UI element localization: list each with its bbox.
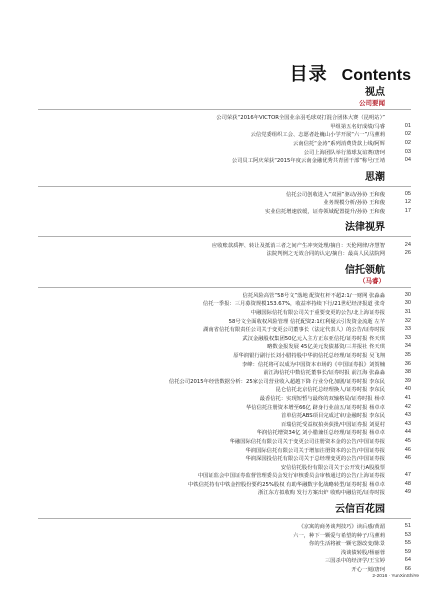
toc-entry[interactable]: [38, 385, 411, 394]
entry-page-number: 36: [404, 360, 411, 367]
section-divider: [38, 109, 411, 110]
entry-title: 略数金报发展 45亿美元发债募资/三井报社 佟天琪: [267, 344, 385, 351]
entry-title: 云信党委组织工会、志愿者赴巍山小学开展“六一”/马薰莉: [250, 132, 385, 139]
toc-entry[interactable]: [38, 113, 411, 122]
section-heading: [38, 503, 411, 516]
entry-title: 你的生活将被一颗宅器改变/陈景: [309, 541, 385, 548]
entry-page-number: 03: [404, 148, 411, 155]
toc-entry[interactable]: [38, 437, 411, 446]
toc-entry[interactable]: [38, 565, 411, 574]
entry-page-number: 44: [404, 429, 411, 436]
table-of-contents: [38, 86, 411, 579]
entry-title: 中融国际信托有限公司关于重要变更的公告/北上海证券报: [250, 310, 385, 317]
section-subtitle: （马睿）: [359, 276, 385, 285]
entry-page-number: 40: [404, 386, 411, 393]
entry-title: 58号文全面收权风险管理 信托配资2:1红利疑云引发资金流逝 左芊: [228, 318, 385, 325]
toc-entry[interactable]: [38, 428, 411, 437]
entry-title: 公司荣获“2016年VICTOR全国业余羽毛球双打混合团体大赛（昆明站）”: [216, 115, 385, 122]
section-heading: [38, 171, 411, 184]
entry-title: 原华润银行副行长刘小腊持股中华润信托总经理/证券时报 吴飞翔: [233, 352, 385, 359]
toc-entry[interactable]: [38, 462, 411, 471]
toc-section: [38, 221, 411, 257]
toc-section: [38, 86, 411, 165]
entry-title: 最香信托：实现短暂与最终的双输格局/证券时报 杨卓: [259, 395, 385, 402]
entry-title: 信托一季报：三月募资规模153.67%，收益率持续下行/21世纪经济报道 张奇: [202, 301, 385, 308]
entry-title: 华润深国投信托有限公司关于总经理变更的公告/中国证券报: [245, 456, 385, 463]
entry-page-number: 51: [404, 523, 411, 530]
entry-page-number: 02: [404, 140, 411, 147]
entry-page-number: 12: [404, 199, 411, 206]
entry-page-number: 59: [404, 548, 411, 555]
entry-page-number: 64: [404, 557, 411, 564]
entry-page-number: 02: [404, 131, 411, 138]
toc-entry[interactable]: [38, 139, 411, 148]
toc-entry[interactable]: [38, 240, 411, 249]
page-header: [290, 60, 411, 86]
entry-page-number: 48: [404, 480, 411, 487]
toc-entry[interactable]: [38, 291, 411, 300]
toc-entry[interactable]: [38, 299, 411, 308]
entry-page-number: 45: [404, 437, 411, 444]
entry-title: 华信信托注册资本增至66亿 跻身行业前五/证券时报 杨卓卓: [245, 404, 385, 411]
toc-entry[interactable]: [38, 308, 411, 317]
toc-entry[interactable]: [38, 325, 411, 334]
entry-title: 安信信托股份有限公司关于公开发行A股股票: [280, 464, 385, 471]
entry-page-number: 55: [404, 540, 411, 547]
entry-page-number: 01: [404, 122, 411, 129]
entry-title: 实业信托增速放缓，证券领域配置提升/孙协 王和俊: [264, 209, 385, 216]
entry-page-number: 46: [404, 446, 411, 453]
entry-page-number: 34: [404, 343, 411, 350]
page-title-en: Contents: [341, 67, 411, 84]
entry-title: 昆仑信托北京信托总经理换人/证券时报 李东民: [275, 387, 385, 394]
toc-entry[interactable]: [38, 471, 411, 480]
entry-title: 百瑞信托受益权拍卖获批/中国证券报 刘夏村: [280, 421, 385, 428]
entry-title: 李峰：信托将可以成为中国资本市场的《中国证券报》刘贺楠: [241, 361, 385, 368]
entry-page-number: 04: [404, 157, 411, 164]
entry-title: 湖南省信托有限责任公司关于变更公司董事长（法定代表人）的公告/证券时报: [203, 327, 385, 334]
toc-entry[interactable]: [38, 249, 411, 258]
toc-entry[interactable]: [38, 334, 411, 343]
entry-page-number: 49: [404, 489, 411, 496]
issue-footer: 2-2016 · YunXinShiYe: [372, 574, 419, 579]
toc-section: [38, 171, 411, 216]
toc-entry[interactable]: [38, 539, 411, 548]
toc-entry[interactable]: [38, 530, 411, 539]
section-subtitle: 公司要闻: [359, 99, 385, 107]
toc-entry[interactable]: [38, 130, 411, 139]
toc-entry[interactable]: [38, 351, 411, 360]
entry-title: 浙江东方拟收购 发行方案出炉 收购中融信托/证券时报: [258, 490, 385, 497]
toc-section: [38, 264, 411, 497]
entry-title: 信托公司2015年经营数据分析：25家公司营业收入超越下降 行业分化加剧/证券时报 李东民: [168, 378, 385, 385]
entry-page-number: 35: [404, 351, 411, 358]
section-title: 思潮: [365, 171, 385, 183]
entry-page-number: 46: [404, 455, 411, 462]
entry-title: 首单信托ABS项目完成过审/金融时报 李东民: [280, 413, 385, 420]
entry-title: 华融国际信托有限公司关于变更公司注册资本金的公告/中国证券报: [229, 438, 385, 445]
entry-title: 信托风险高管“58号文”落地 配资杠杆不超2:1/一财网 张淼淼: [242, 292, 385, 299]
entry-page-number: 43: [404, 412, 411, 419]
entry-page-number: 42: [404, 403, 411, 410]
toc-entry[interactable]: [38, 147, 411, 156]
section-divider: [38, 287, 411, 288]
entry-title: 云南信托“金涛”系列消费贷款上线/阿辉: [292, 141, 385, 148]
entry-title: 业务规模分析/孙协 王和俊: [323, 200, 385, 207]
entry-page-number: 05: [404, 190, 411, 197]
toc-entry[interactable]: [38, 556, 411, 565]
entry-page-number: 31: [404, 309, 411, 316]
section-divider: [38, 236, 411, 237]
toc-entry[interactable]: [38, 122, 411, 131]
toc-entry[interactable]: [38, 480, 411, 489]
entry-page-number: 26: [404, 250, 411, 257]
section-divider: [38, 518, 411, 519]
toc-entry[interactable]: [38, 445, 411, 454]
toc-entry[interactable]: [38, 342, 411, 351]
entry-page-number: 43: [404, 420, 411, 427]
section-title: 视点: [365, 87, 385, 98]
entry-title: 中国证监会中国证券监督管理委员会发行审核委员会审核通过的公告/上海证券报: [197, 473, 385, 480]
entry-title: 信托公司创收进入“双困”驱动/孙协 王和俊: [285, 191, 385, 198]
entry-page-number: 33: [404, 334, 411, 341]
toc-entry[interactable]: [38, 207, 411, 216]
toc-entry[interactable]: [38, 198, 411, 207]
toc-entry[interactable]: [38, 402, 411, 411]
entry-title: 公司上海团队举行篮球友谊赛/唐珂: [303, 149, 385, 156]
entry-title: 甲组第五名好成绩/马睿: [330, 123, 385, 130]
entry-title: 浅谈债转股/杨丽蓉: [340, 549, 385, 556]
entry-page-number: 53: [404, 531, 411, 538]
section-heading: [38, 221, 411, 234]
entry-title: 华润信托增资34亿 刘小腊兼任总经理/证券时报 杨卓卓: [256, 430, 385, 437]
toc-entry[interactable]: [38, 156, 411, 165]
entry-title: 武汉金融股权集团50亿元入主方正东亚信托/证券时报 佟天琪: [242, 335, 385, 342]
toc-entry[interactable]: [38, 454, 411, 463]
entry-title: 开心一刻/唐珂: [351, 567, 385, 574]
section-title: 云信百花园: [335, 503, 385, 515]
entry-page-number: 30: [404, 300, 411, 307]
entry-page-number: 41: [404, 394, 411, 401]
toc-entry[interactable]: [38, 368, 411, 377]
section-divider: [38, 186, 411, 187]
toc-entry[interactable]: [38, 419, 411, 428]
section-title: 信托领航: [345, 264, 385, 276]
entry-page-number: 38: [404, 369, 411, 376]
entry-title: 公司员工阿庆荣获“2015年度云南金融优秀共青团干部”称号/王靖: [231, 158, 385, 165]
toc-entry[interactable]: [38, 488, 411, 497]
toc-entry[interactable]: [38, 376, 411, 385]
entry-title: 三国杀中的经济学/王宝婷: [324, 558, 385, 565]
entry-title: 华润国际信托有限公司关于增加注册资本的公告/中国证券报: [245, 447, 385, 454]
entry-title: 法院判例之无效合同的认定/摘自：最高人民法院网: [266, 251, 385, 258]
entry-page-number: 39: [404, 377, 411, 384]
entry-page-number: 17: [404, 208, 411, 215]
toc-entry[interactable]: [38, 548, 411, 557]
section-heading: [38, 264, 411, 285]
page-title-cn: 目录: [289, 64, 328, 85]
entry-title: 前江海信托中数信托董事长/证券时报 前江海 张淼淼: [263, 370, 385, 377]
entry-title: 六一，种下一颗爱与希望的种子/马薰莉: [293, 532, 385, 539]
entry-page-number: 47: [404, 472, 411, 479]
entry-title: 中铁信托持有中铁金控股份要约25%股权 有助华融数字化战略转型/证券时报 杨卓卓: [187, 481, 385, 488]
entry-page-number: 66: [404, 566, 411, 573]
entry-title: 应收账款质押、转让及抵消三者之间产生冲突处理/摘自：天伦网律/齐慧智: [211, 242, 385, 249]
toc-section: [38, 503, 411, 574]
toc-entry[interactable]: [38, 394, 411, 403]
entry-page-number: 32: [404, 317, 411, 324]
toc-entry[interactable]: [38, 411, 411, 420]
toc-entry[interactable]: [38, 316, 411, 325]
entry-page-number: 33: [404, 326, 411, 333]
toc-entry[interactable]: [38, 359, 411, 368]
toc-entry[interactable]: [38, 190, 411, 199]
entry-page-number: 24: [404, 241, 411, 248]
toc-entry[interactable]: [38, 522, 411, 531]
entry-title: 《京寓的商务谈判技巧》读后感/黄湄: [298, 524, 385, 531]
section-title: 法律视界: [345, 222, 385, 234]
section-heading: [38, 86, 411, 107]
entry-page-number: 30: [404, 291, 411, 298]
